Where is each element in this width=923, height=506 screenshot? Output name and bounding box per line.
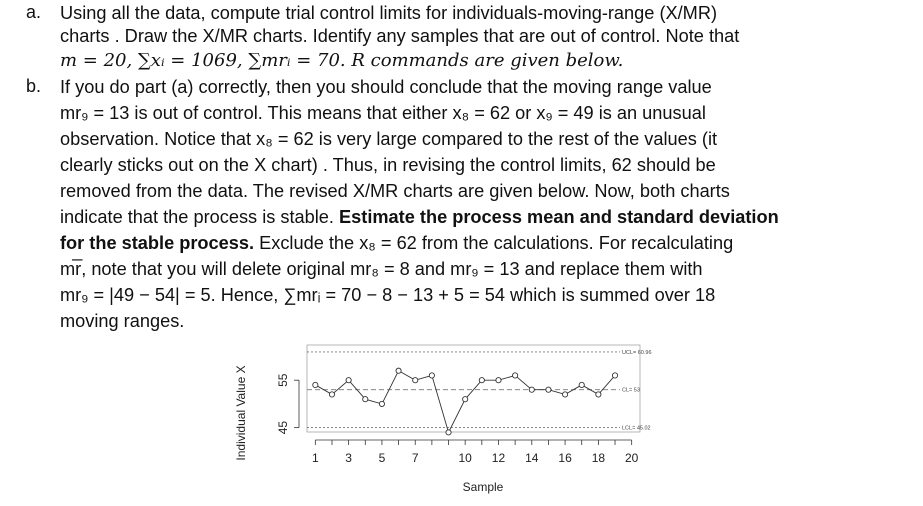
part-b-line-3: observation. Notice that x₈ = 62 is very large compared to the rest of the values (it — [60, 129, 718, 149]
part-b-line-7-text: Exclude the x₈ = 62 from the calculations. For recalculating — [254, 233, 734, 253]
data-point — [429, 373, 434, 378]
part-b-line-9: mr₉ = |49 − 54| = 5. Hence, ∑mrᵢ = 70 − 8 − 13 + 5 = 54 which is summed over 18 — [60, 285, 716, 305]
x-axis-label: Sample — [462, 480, 504, 494]
part-a-line-2: charts . Draw the X/MR charts. Identify any samples that are out of control. Note that — [60, 26, 740, 46]
data-point — [379, 401, 384, 406]
x-tick-label: 14 — [525, 451, 539, 465]
lcl-label: LCL= 45.02 — [622, 425, 651, 432]
part-b-line-10: moving ranges. — [60, 311, 185, 331]
y-axis-label: Individual Value X — [234, 365, 248, 461]
data-point — [496, 378, 501, 383]
x-tick-label: 18 — [591, 451, 606, 465]
part-a-line-1: Using all the data, compute trial control limits for individuals-moving-range (X/MR) — [60, 3, 718, 23]
estimate-instruction: Estimate the process mean and standard deviation — [339, 207, 779, 227]
data-point — [612, 373, 617, 378]
y-tick-label: 55 — [276, 373, 290, 387]
part-b-line-5: removed from the data. The revised X/MR charts are given below. Now, both charts — [60, 181, 730, 201]
x-tick-label: 20 — [624, 451, 639, 465]
part-b-line-6 — [60, 204, 779, 230]
part-a-line-3: m = 20, ∑xᵢ = 1069, ∑mrᵢ = 70. R commands are given below. — [60, 50, 624, 71]
part-b-line-4: clearly sticks out on the X chart) . Thus, in revising the control limits, 62 should be — [60, 155, 716, 175]
part-b-line-8: mr̅, note that you will delete original mr₈ = 8 and mr₉ = 13 and replace them with — [60, 259, 703, 279]
data-point — [329, 392, 334, 397]
data-point — [363, 397, 368, 402]
y-tick-label: 45 — [276, 420, 290, 435]
data-point — [596, 392, 601, 397]
x-tick-label: 7 — [411, 451, 419, 465]
x-tick-label: 16 — [558, 451, 572, 465]
x-tick-label: 10 — [458, 451, 472, 465]
part-b-line-2: mr₉ = 13 is out of control. This means that either x₈ = 62 or x₉ = 49 is an unusual — [60, 103, 706, 123]
data-point — [479, 378, 484, 383]
ucl-label: UCL= 60.96 — [622, 349, 652, 356]
data-point — [463, 397, 468, 402]
data-point — [346, 378, 351, 383]
chart-plot-area — [276, 345, 652, 465]
cl-label: CL= 53 — [622, 387, 640, 394]
part-a-marker: a. — [26, 2, 42, 22]
data-point — [413, 378, 418, 383]
data-point — [396, 368, 401, 373]
data-point — [313, 382, 318, 387]
x-tick-label: 5 — [378, 451, 386, 465]
data-point — [513, 373, 518, 378]
x-tick-label: 3 — [345, 451, 352, 465]
data-point — [579, 382, 584, 387]
x-tick-label: 1 — [311, 451, 319, 465]
data-point — [529, 387, 534, 392]
plot-frame — [307, 345, 640, 432]
x-tick-label: 12 — [491, 451, 506, 465]
part-b-marker: b. — [26, 76, 42, 96]
x-control-chart — [225, 325, 665, 500]
data-point — [562, 392, 567, 397]
estimate-instruction-end: for the stable process. — [60, 233, 255, 253]
part-b-line-1: If you do part (a) correctly, then you should conclude that the moving range value — [60, 77, 712, 97]
data-point — [446, 430, 451, 435]
part-b-line-7 — [60, 230, 733, 256]
data-point — [546, 387, 551, 392]
part-b-line-6-text: indicate that the process is stable. — [60, 207, 340, 227]
